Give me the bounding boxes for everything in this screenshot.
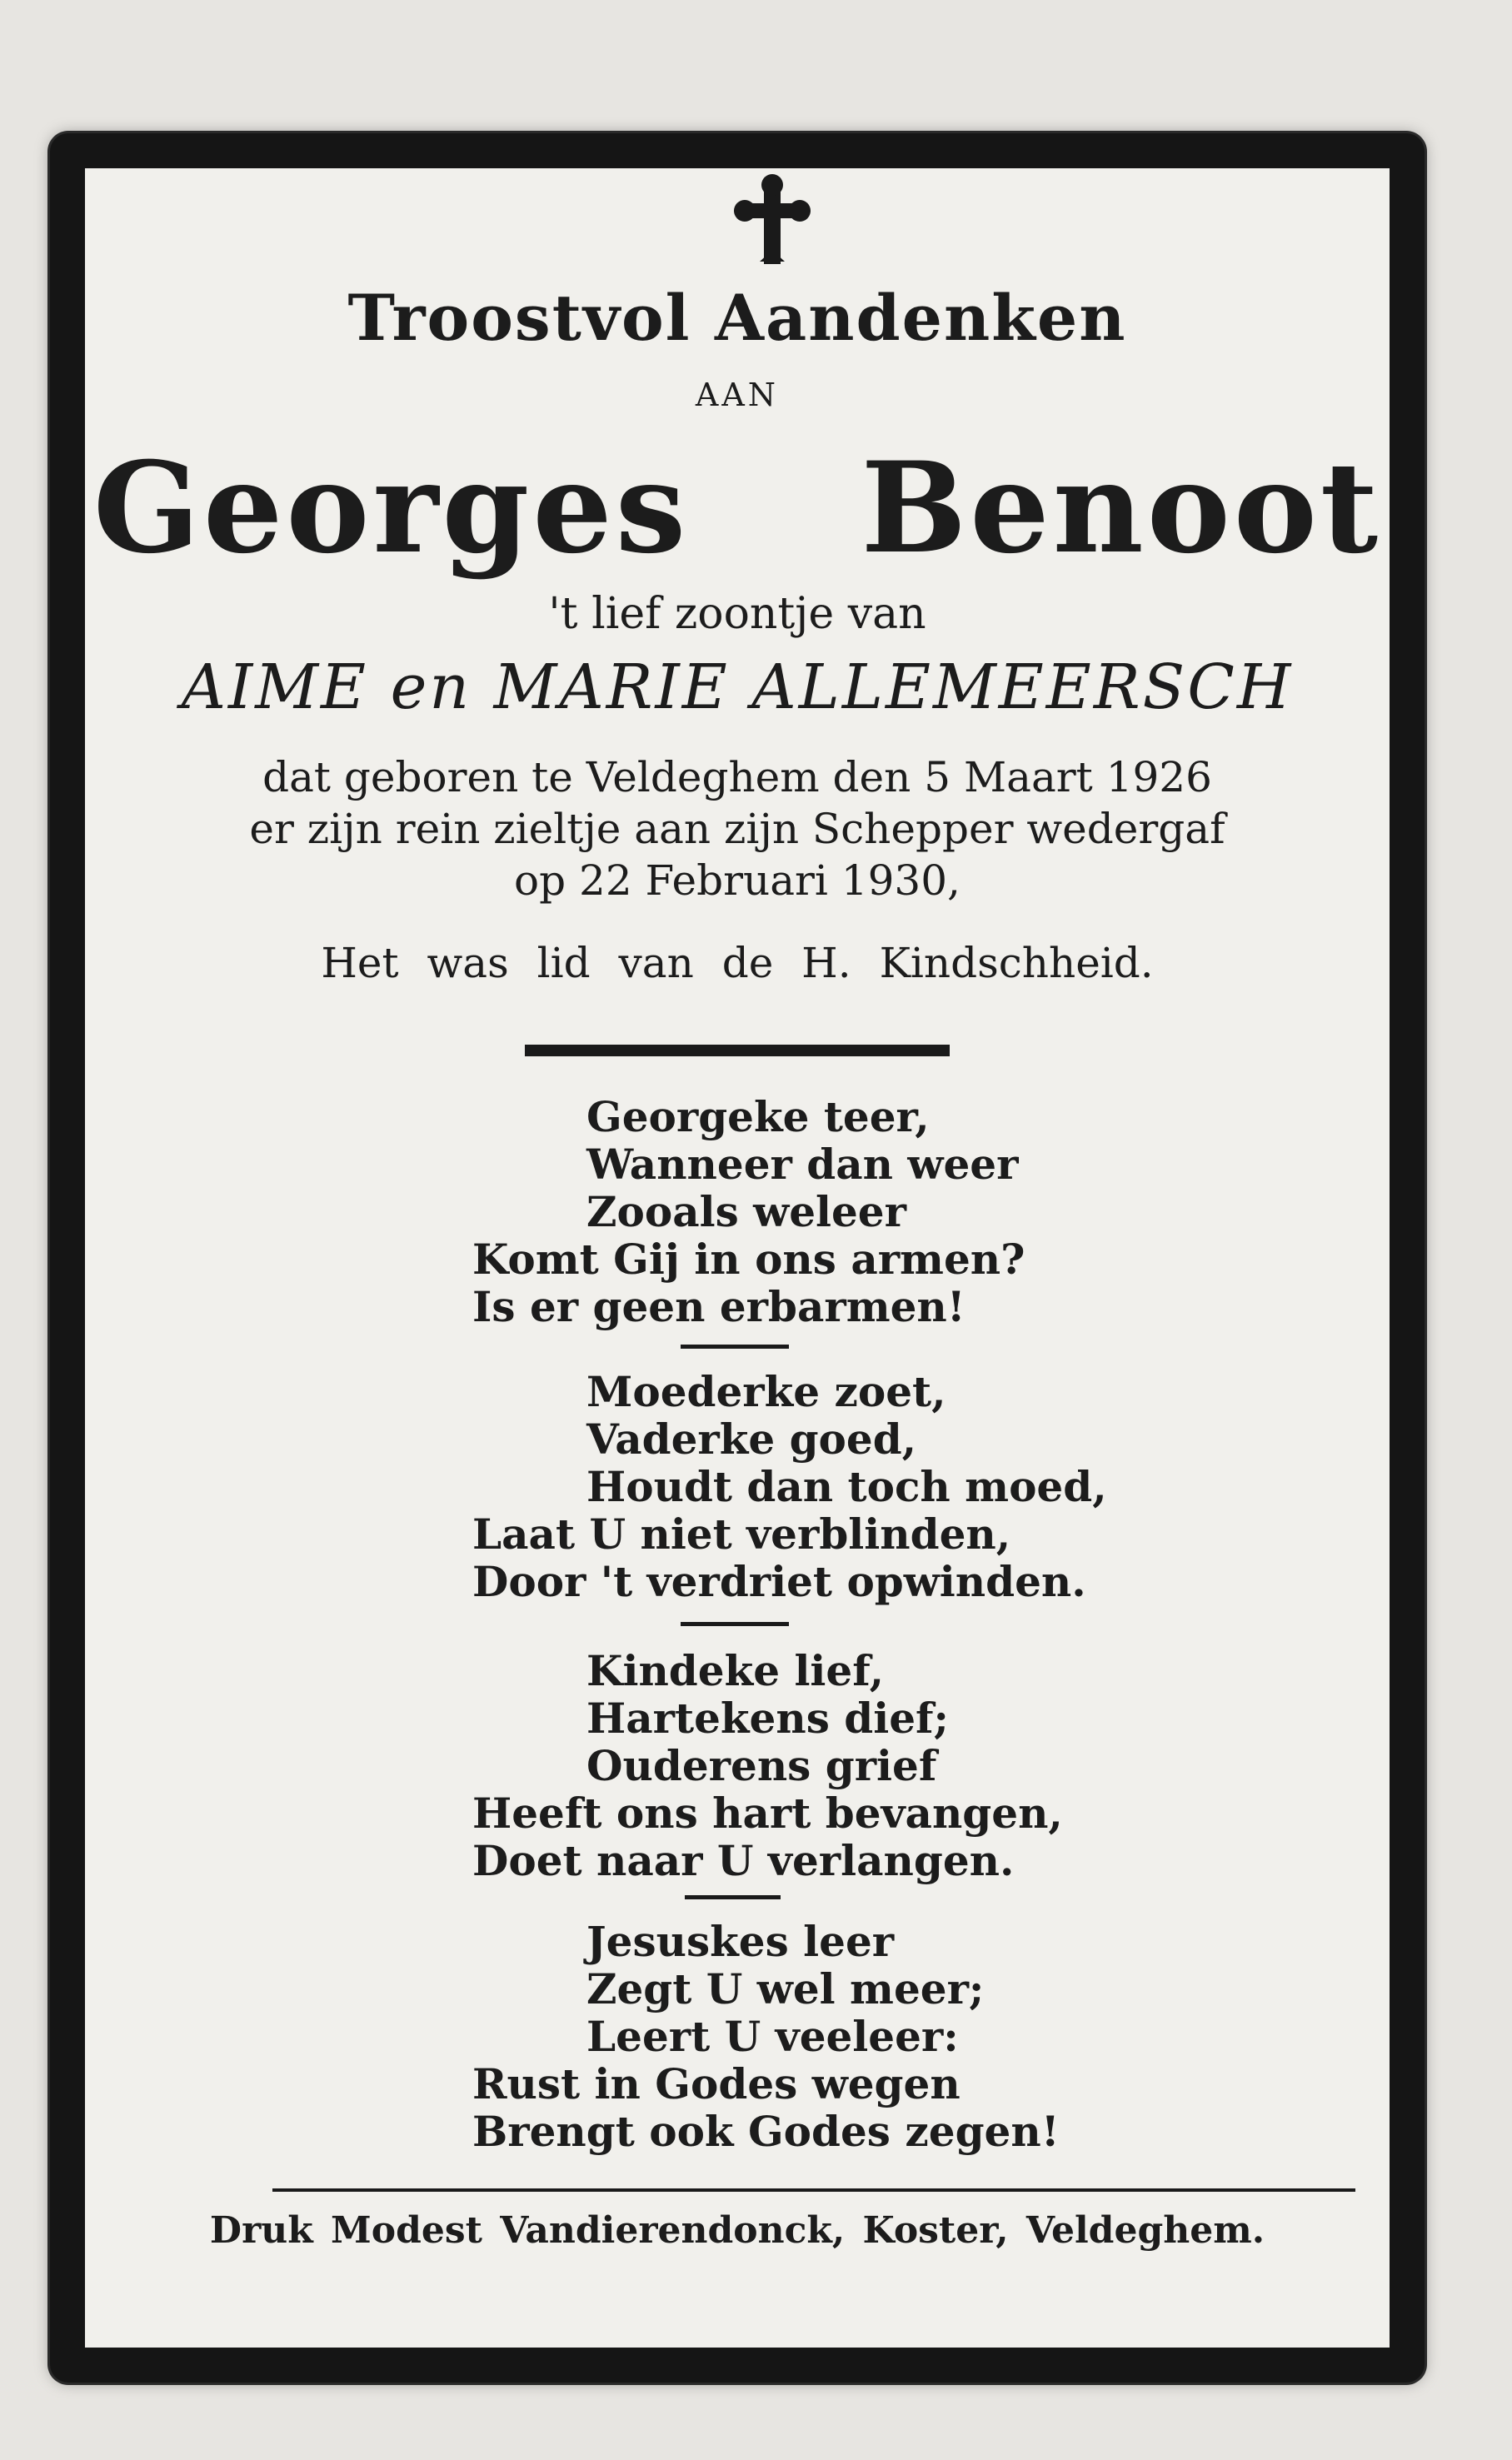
poem-line: Kindeke lief, <box>586 1646 885 1695</box>
card-aan: AAN <box>695 377 780 413</box>
last-name: Benoot <box>861 435 1382 581</box>
stanza-divider <box>685 1895 781 1899</box>
poem-line: Wanneer dan weer <box>586 1140 1019 1189</box>
poem-line: Leert U veeleer: <box>586 2012 959 2061</box>
stanza-divider <box>681 1345 789 1349</box>
memorial-card <box>50 133 1425 2383</box>
birth-line-1: dat geboren te Veldeghem den 5 Maart 1926 <box>262 753 1212 801</box>
cross-icon <box>726 168 818 268</box>
first-name: Georges <box>92 435 690 581</box>
main-divider <box>525 1045 950 1056</box>
deceased-name <box>85 435 1390 581</box>
poem-stanza-4 <box>472 1918 1139 2155</box>
birth-death-text <box>85 751 1390 906</box>
poem-line: Heeft ons hart bevangen, <box>472 1789 1063 1838</box>
poem-stanza-1 <box>472 1093 1139 1330</box>
printer-credit: Druk Modest Vandierendonck, Koster, Veldeghem. <box>209 2209 1265 2252</box>
poem-line: Doet naar U verlangen. <box>472 1836 1015 1885</box>
poem-line: Jesuskes leer <box>586 1917 895 1966</box>
subtitle: 't lief zoontje van <box>548 589 926 639</box>
poem-line: Zooals weleer <box>586 1187 906 1236</box>
birth-line-3: op 22 Februari 1930, <box>514 856 961 905</box>
poem-line: Vaderke goed, <box>586 1415 917 1464</box>
poem-line: Brengt ook Godes zegen! <box>472 2107 1060 2156</box>
poem-stanza-2 <box>472 1368 1139 1605</box>
stanza-divider <box>681 1622 789 1626</box>
poem-line: Door 't verdriet opwinden. <box>472 1557 1086 1606</box>
poem-stanza-3 <box>472 1647 1139 1884</box>
footer-rule <box>272 2188 1355 2192</box>
poem-line: Georgeke teer, <box>586 1092 930 1141</box>
poem-line: Hartekens dief; <box>586 1694 949 1743</box>
card-title: Troostvol Aandenken <box>347 281 1127 355</box>
poem-line: Is er geen erbarmen! <box>472 1282 966 1331</box>
poem-line: Laat U niet verblinden, <box>472 1509 1011 1559</box>
poem-line: Moederke zoet, <box>586 1367 946 1416</box>
poem-line: Komt Gij in ons armen? <box>472 1235 1025 1284</box>
membership-line: Het was lid van de H. Kindschheid. <box>321 939 1154 987</box>
poem-line: Ouderens grief <box>586 1741 937 1790</box>
parents-names: AIME en MARIE ALLEMEERSCH <box>181 651 1294 723</box>
poem-line: Rust in Godes wegen <box>472 2059 961 2108</box>
poem-line: Houdt dan toch moed, <box>586 1462 1107 1511</box>
birth-line-2: er zijn rein zieltje aan zijn Schepper wedergaf <box>249 805 1225 853</box>
poem-line: Zegt U wel meer; <box>586 1964 985 2013</box>
